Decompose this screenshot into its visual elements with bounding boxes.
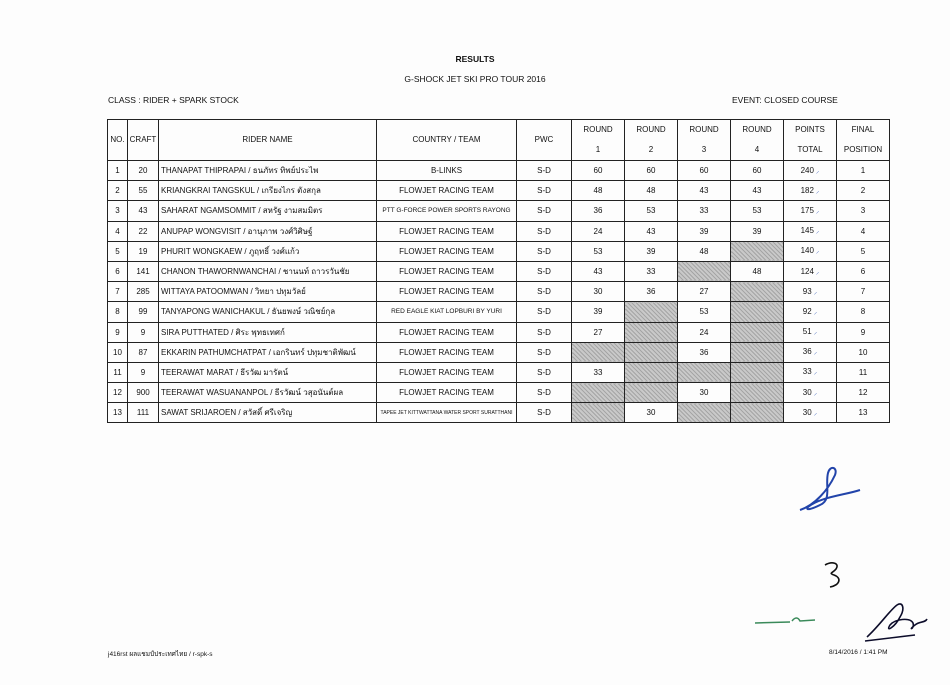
cell-round-2: 30: [625, 403, 678, 423]
cell-round-4: 53: [731, 201, 784, 221]
cell-round-4: [731, 403, 784, 423]
check-mark-icon: ⸝: [813, 389, 818, 397]
cell-rider: SAWAT SRIJAROEN / สวัสดิ์ ศรีเจริญ: [159, 403, 377, 423]
cell-points-total: [784, 161, 837, 181]
cell-round-3: 33: [678, 201, 731, 221]
points-value: 92: [802, 306, 812, 316]
points-value: 93: [802, 286, 812, 296]
col-round-2: ROUND 2: [625, 120, 678, 161]
cell-pwc: S-D: [517, 322, 572, 342]
signature-4: [855, 595, 935, 645]
cell-points-total: [784, 302, 837, 322]
cell-no: 6: [108, 261, 128, 281]
cell-round-2: 43: [625, 221, 678, 241]
cell-pwc: S-D: [517, 161, 572, 181]
cell-round-3: 27: [678, 282, 731, 302]
signature-3: [750, 605, 820, 630]
cell-round-4: [731, 342, 784, 362]
check-mark-icon: ⸝: [815, 248, 820, 256]
col-no: NO.: [108, 120, 128, 161]
check-mark-icon: ⸝: [815, 207, 820, 215]
cell-no: 4: [108, 221, 128, 241]
col-points-total: POINTS TOTAL: [784, 120, 837, 161]
cell-no: 10: [108, 342, 128, 362]
check-mark-icon: ⸝: [813, 409, 818, 417]
cell-round-1: 27: [572, 322, 625, 342]
cell-points-total: [784, 201, 837, 221]
cell-rider: TEERAWAT WASUANANPOL / ธีรวัฒน์ วสุอนันต์ผล: [159, 383, 377, 403]
event-label: EVENT: CLOSED COURSE: [732, 95, 838, 105]
col-craft: CRAFT: [128, 120, 159, 161]
cell-pwc: S-D: [517, 383, 572, 403]
cell-round-4: [731, 383, 784, 403]
footer-timestamp: 8/14/2016 / 1:41 PM: [829, 649, 888, 656]
cell-rider: SIRA PUTTHATED / ศิระ พุทธเทศก์: [159, 322, 377, 342]
cell-no: 9: [108, 322, 128, 342]
cell-round-1: [572, 403, 625, 423]
cell-final-position: 13: [837, 403, 890, 423]
cell-team: FLOWJET RACING TEAM: [377, 322, 517, 342]
cell-points-total: [784, 383, 837, 403]
cell-team: FLOWJET RACING TEAM: [377, 261, 517, 281]
cell-no: 7: [108, 282, 128, 302]
cell-round-1: [572, 383, 625, 403]
cell-team: FLOWJET RACING TEAM: [377, 282, 517, 302]
signature-2: [820, 555, 860, 595]
cell-craft: 9: [128, 362, 159, 382]
cell-rider: THANAPAT THIPRAPAI / ธนภัทร ทิพย์ประไพ: [159, 161, 377, 181]
cell-craft: 20: [128, 161, 159, 181]
points-value: 30: [802, 387, 812, 397]
cell-round-1: 48: [572, 181, 625, 201]
cell-final-position: 2: [837, 181, 890, 201]
col-round-1: ROUND 1: [572, 120, 625, 161]
check-mark-icon: ⸝: [815, 228, 820, 236]
cell-points-total: [784, 221, 837, 241]
cell-rider: TEERAWAT MARAT / ธีรวัฒ มารัตน์: [159, 362, 377, 382]
cell-points-total: [784, 342, 837, 362]
cell-round-4: 43: [731, 181, 784, 201]
table-row: [108, 302, 890, 322]
cell-round-4: [731, 241, 784, 261]
cell-round-4: [731, 322, 784, 342]
cell-team: FLOWJET RACING TEAM: [377, 221, 517, 241]
cell-no: 2: [108, 181, 128, 201]
check-mark-icon: ⸝: [813, 349, 818, 357]
cell-points-total: [784, 181, 837, 201]
cell-points-total: [784, 322, 837, 342]
cell-pwc: S-D: [517, 201, 572, 221]
cell-team: FLOWJET RACING TEAM: [377, 362, 517, 382]
cell-final-position: 4: [837, 221, 890, 241]
cell-rider: WITTAYA PATOOMWAN / วิทยา ปทุมวัลย์: [159, 282, 377, 302]
points-value: 145: [800, 226, 814, 236]
points-value: 124: [800, 266, 814, 276]
cell-no: 13: [108, 403, 128, 423]
cell-craft: 900: [128, 383, 159, 403]
check-mark-icon: ⸝: [815, 167, 820, 175]
table-row: [108, 201, 890, 221]
cell-team: PTT G-FORCE POWER SPORTS RAYONG: [377, 201, 517, 221]
cell-craft: 87: [128, 342, 159, 362]
cell-round-2: 36: [625, 282, 678, 302]
cell-round-3: 30: [678, 383, 731, 403]
check-mark-icon: ⸝: [815, 187, 820, 195]
cell-rider: KRIANGKRAI TANGSKUL / เกรียงไกร ตังสกุล: [159, 181, 377, 201]
table-row: [108, 403, 890, 423]
table-row: [108, 282, 890, 302]
cell-round-1: 33: [572, 362, 625, 382]
cell-rider: ANUPAP WONGVISIT / อานุภาพ วงศ์วิศิษฐ์: [159, 221, 377, 241]
cell-round-3: 24: [678, 322, 731, 342]
cell-round-2: [625, 302, 678, 322]
cell-round-2: 60: [625, 161, 678, 181]
cell-pwc: S-D: [517, 221, 572, 241]
cell-final-position: 3: [837, 201, 890, 221]
col-country-team: COUNTRY / TEAM: [377, 120, 517, 161]
cell-craft: 99: [128, 302, 159, 322]
cell-craft: 285: [128, 282, 159, 302]
cell-round-2: 33: [625, 261, 678, 281]
cell-team: FLOWJET RACING TEAM: [377, 241, 517, 261]
cell-round-2: [625, 383, 678, 403]
table-row: [108, 181, 890, 201]
cell-round-3: 48: [678, 241, 731, 261]
cell-team: FLOWJET RACING TEAM: [377, 342, 517, 362]
cell-pwc: S-D: [517, 342, 572, 362]
points-value: 36: [802, 347, 812, 357]
table-row: [108, 383, 890, 403]
points-value: 30: [802, 407, 812, 417]
cell-round-2: 48: [625, 181, 678, 201]
cell-final-position: 11: [837, 362, 890, 382]
check-mark-icon: ⸝: [813, 308, 818, 316]
cell-pwc: S-D: [517, 181, 572, 201]
check-mark-icon: ⸝: [813, 329, 818, 337]
cell-pwc: S-D: [517, 241, 572, 261]
cell-round-3: [678, 403, 731, 423]
cell-team: B-LINKS: [377, 161, 517, 181]
footer-file-label: j416rst ผลแชมป์ประเทศไทย / r-spk-s: [108, 651, 213, 658]
cell-round-4: [731, 302, 784, 322]
cell-team: FLOWJET RACING TEAM: [377, 383, 517, 403]
cell-round-4: 60: [731, 161, 784, 181]
col-final-position: FINAL POSITION: [837, 120, 890, 161]
cell-craft: 111: [128, 403, 159, 423]
check-mark-icon: ⸝: [813, 369, 818, 377]
cell-pwc: S-D: [517, 403, 572, 423]
cell-pwc: S-D: [517, 362, 572, 382]
col-round-3: ROUND 3: [678, 120, 731, 161]
cell-round-1: 30: [572, 282, 625, 302]
cell-rider: CHANON THAWORNWANCHAI / ชานนท์ ถาวรวันชัย: [159, 261, 377, 281]
cell-final-position: 10: [837, 342, 890, 362]
cell-rider: TANYAPONG WANICHAKUL / ธันยพงษ์ วณิชย์กุล: [159, 302, 377, 322]
cell-round-3: [678, 362, 731, 382]
cell-round-2: [625, 362, 678, 382]
points-value: 182: [800, 185, 814, 195]
cell-pwc: S-D: [517, 261, 572, 281]
cell-round-1: 53: [572, 241, 625, 261]
check-mark-icon: ⸝: [813, 288, 818, 296]
table-row: [108, 342, 890, 362]
event-series-title: G-SHOCK JET SKI PRO TOUR 2016: [404, 74, 546, 84]
cell-round-4: 39: [731, 221, 784, 241]
signature-1: [790, 455, 870, 525]
cell-craft: 43: [128, 201, 159, 221]
cell-points-total: [784, 282, 837, 302]
cell-no: 11: [108, 362, 128, 382]
cell-final-position: 6: [837, 261, 890, 281]
cell-round-1: 24: [572, 221, 625, 241]
cell-final-position: 5: [837, 241, 890, 261]
class-label: CLASS : RIDER + SPARK STOCK: [108, 95, 239, 105]
cell-craft: 55: [128, 181, 159, 201]
cell-points-total: [784, 261, 837, 281]
cell-points-total: [784, 403, 837, 423]
cell-round-3: 60: [678, 161, 731, 181]
cell-round-4: 48: [731, 261, 784, 281]
cell-rider: PHURIT WONGKAEW / ภูฤทธิ์ วงศ์แก้ว: [159, 241, 377, 261]
results-title: RESULTS: [455, 54, 495, 64]
points-value: 33: [802, 367, 812, 377]
cell-craft: 19: [128, 241, 159, 261]
cell-round-3: 39: [678, 221, 731, 241]
cell-team: FLOWJET RACING TEAM: [377, 181, 517, 201]
cell-no: 1: [108, 161, 128, 181]
cell-rider: EKKARIN PATHUMCHATPAT / เอกรินทร์ ปทุมชาติพัฒน์: [159, 342, 377, 362]
cell-round-1: [572, 342, 625, 362]
cell-rider: SAHARAT NGAMSOMMIT / สหรัฐ งามสมมิตร: [159, 201, 377, 221]
cell-round-2: [625, 342, 678, 362]
table-row: [108, 261, 890, 281]
cell-craft: 141: [128, 261, 159, 281]
cell-craft: 22: [128, 221, 159, 241]
cell-round-3: 43: [678, 181, 731, 201]
cell-final-position: 12: [837, 383, 890, 403]
cell-final-position: 7: [837, 282, 890, 302]
cell-points-total: [784, 362, 837, 382]
cell-final-position: 8: [837, 302, 890, 322]
cell-round-1: 43: [572, 261, 625, 281]
col-pwc: PWC: [517, 120, 572, 161]
col-rider: RIDER NAME: [159, 120, 377, 161]
table-row: [108, 362, 890, 382]
cell-round-1: 60: [572, 161, 625, 181]
table-row: [108, 221, 890, 241]
cell-round-2: [625, 322, 678, 342]
col-round-4: ROUND 4: [731, 120, 784, 161]
cell-round-3: [678, 261, 731, 281]
cell-round-1: 36: [572, 201, 625, 221]
points-value: 51: [802, 327, 812, 337]
cell-pwc: S-D: [517, 302, 572, 322]
cell-round-3: 53: [678, 302, 731, 322]
cell-no: 5: [108, 241, 128, 261]
cell-team: RED EAGLE KIAT LOPBURI BY YURI: [377, 302, 517, 322]
cell-pwc: S-D: [517, 282, 572, 302]
cell-round-2: 53: [625, 201, 678, 221]
check-mark-icon: ⸝: [815, 268, 820, 276]
cell-round-4: [731, 282, 784, 302]
table-row: [108, 241, 890, 261]
table-row: [108, 322, 890, 342]
cell-team: TAPEE JET KITTWATTANA WATER SPORT SURATTHANI: [377, 403, 517, 423]
cell-craft: 9: [128, 322, 159, 342]
points-value: 175: [800, 205, 814, 215]
cell-round-4: [731, 362, 784, 382]
cell-final-position: 1: [837, 161, 890, 181]
cell-round-1: 39: [572, 302, 625, 322]
results-table: [107, 119, 890, 423]
cell-final-position: 9: [837, 322, 890, 342]
cell-round-3: 36: [678, 342, 731, 362]
points-value: 140: [800, 246, 814, 256]
table-row: [108, 161, 890, 181]
cell-points-total: [784, 241, 837, 261]
cell-no: 8: [108, 302, 128, 322]
cell-round-2: 39: [625, 241, 678, 261]
cell-no: 3: [108, 201, 128, 221]
points-value: 240: [800, 165, 814, 175]
cell-no: 12: [108, 383, 128, 403]
